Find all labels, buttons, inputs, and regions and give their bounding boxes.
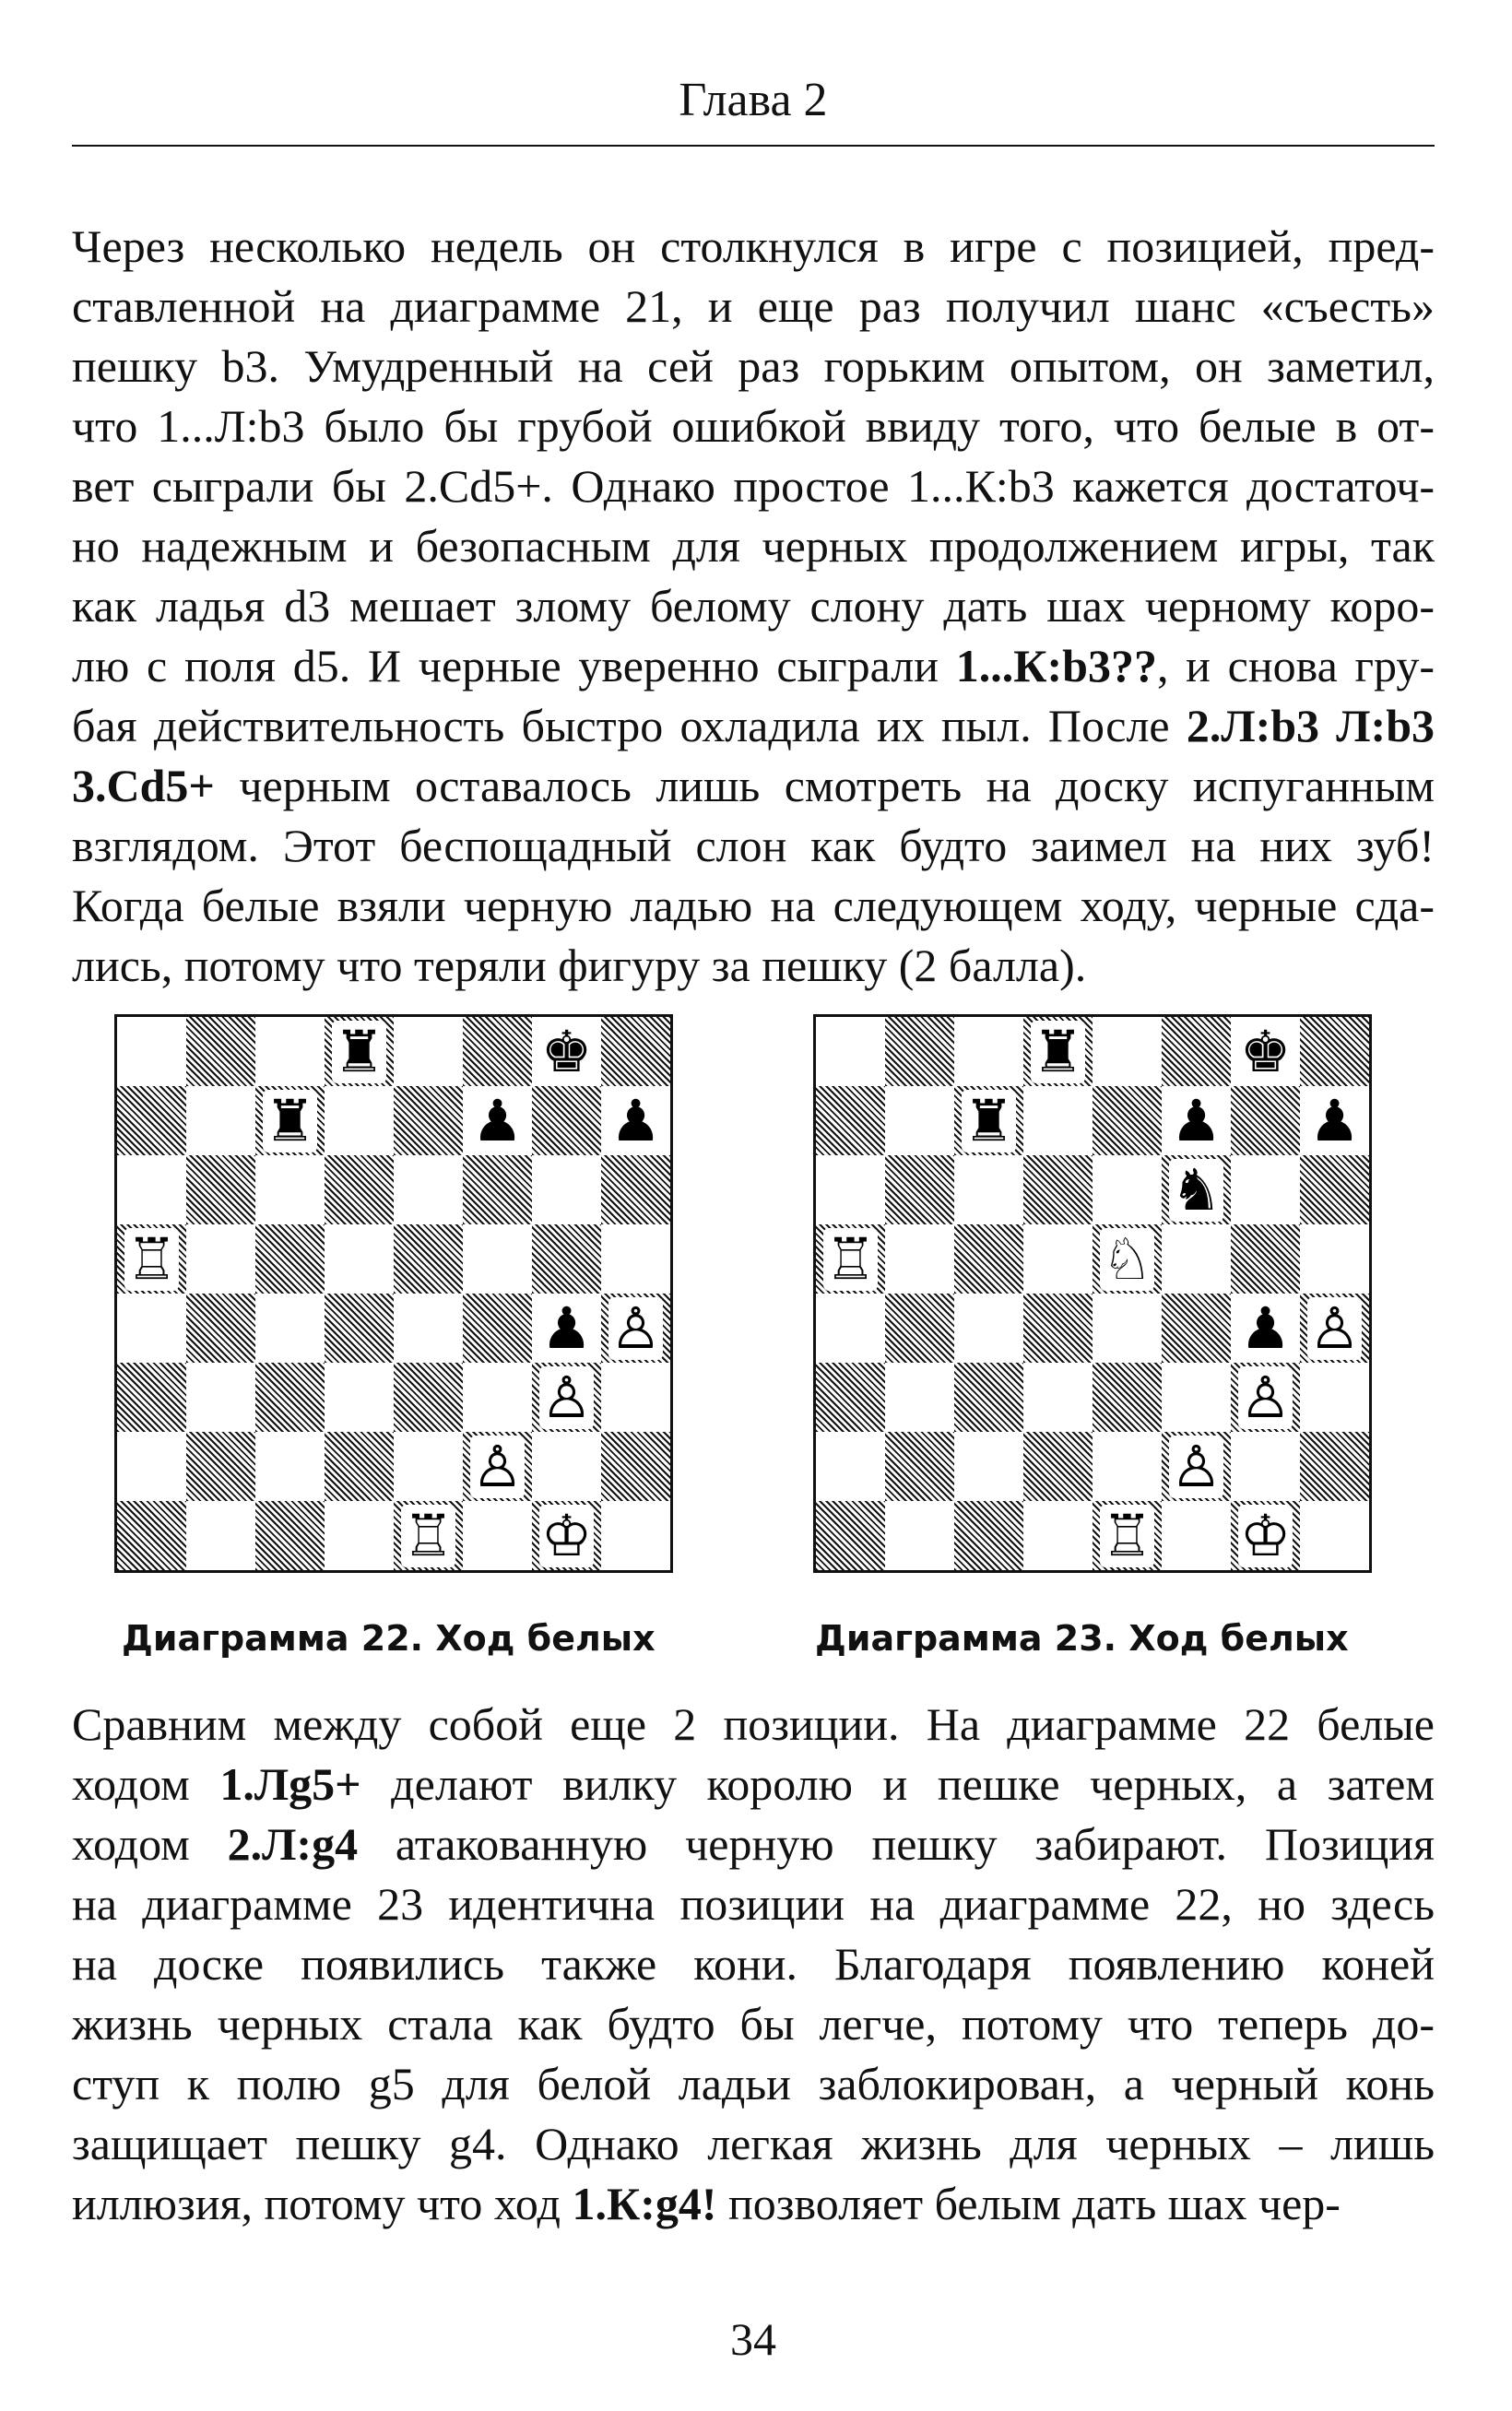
text-run: вет сыграли бы 2.Cd5+. Однако простое 1...К:b3 кажется достаточ-	[72, 460, 1435, 512]
square-a6	[117, 1155, 186, 1224]
black-pawn-g4-icon	[532, 1294, 601, 1363]
square-a7	[816, 1086, 885, 1155]
square-c1	[255, 1501, 325, 1570]
piece-glyph: ♖	[402, 1501, 455, 1569]
square-d3	[1023, 1363, 1093, 1432]
diagram-22-caption: Диаграмма 22. Ход белых	[122, 1618, 656, 1659]
white-pawn-g3-icon	[1231, 1363, 1300, 1432]
square-a1	[117, 1501, 186, 1570]
piece-glyph: ♖	[125, 1224, 178, 1293]
square-f3	[1162, 1363, 1231, 1432]
text-line	[72, 217, 1435, 277]
black-king-g8-icon	[1231, 1017, 1300, 1086]
text-line	[72, 2174, 1435, 2234]
square-g7	[532, 1086, 601, 1155]
text-line	[72, 1934, 1435, 1994]
text-run: на диаграмме 23 идентична позиции на диаграмме 22, но здесь	[72, 1878, 1435, 1930]
square-e2	[394, 1432, 463, 1501]
square-d5	[1023, 1224, 1093, 1294]
square-e3	[394, 1363, 463, 1432]
text-run: Когда белые взяли черную ладью на следующем ходу, черные сда-	[72, 880, 1435, 931]
piece-glyph: ♙	[1308, 1294, 1361, 1362]
square-b4	[186, 1294, 255, 1363]
square-b7	[885, 1086, 954, 1155]
text-line	[72, 1874, 1435, 1934]
text-run: но надежным и безопасным для черных продолжением игры, так	[72, 520, 1435, 572]
square-g5	[532, 1224, 601, 1294]
text-line	[72, 277, 1435, 337]
square-a4	[816, 1294, 885, 1363]
white-pawn-f2-icon	[463, 1432, 532, 1501]
move-notation: 1.Лg5+	[219, 1758, 361, 1810]
square-d7	[325, 1086, 394, 1155]
square-g2	[1231, 1432, 1300, 1501]
square-b2	[186, 1432, 255, 1501]
square-c3	[954, 1363, 1023, 1432]
text-run: жизнь черных стала как будто бы легче, потому что теперь до-	[72, 1998, 1435, 2050]
square-a4	[117, 1294, 186, 1363]
square-f3	[463, 1363, 532, 1432]
text-run: ходом	[72, 1758, 220, 1810]
piece-glyph: ♚	[540, 1017, 593, 1085]
text-run: позволяет белым дать шах чер-	[716, 2178, 1341, 2229]
square-e3	[1093, 1363, 1162, 1432]
square-h1	[601, 1501, 670, 1570]
square-d1	[1023, 1501, 1093, 1570]
square-b5	[885, 1224, 954, 1294]
square-b1	[186, 1501, 255, 1570]
piece-glyph: ♟	[1308, 1086, 1361, 1154]
square-a3	[117, 1363, 186, 1432]
text-run: Сравним между собой еще 2 позиции. На диаграмме 22 белые	[72, 1698, 1435, 1750]
white-knight-e5-icon	[1093, 1224, 1162, 1294]
square-b3	[186, 1363, 255, 1432]
black-rook-c7-icon	[255, 1086, 325, 1155]
paragraph-2	[72, 1695, 1435, 2234]
square-h2	[601, 1432, 670, 1501]
white-rook-e1-icon	[394, 1501, 463, 1570]
square-a8	[117, 1017, 186, 1086]
white-rook-a5-icon	[816, 1224, 885, 1294]
text-line	[72, 516, 1435, 576]
move-notation: 2.Л:b3 Л:b3	[1186, 700, 1435, 751]
square-h6	[601, 1155, 670, 1224]
text-line	[72, 456, 1435, 516]
text-run: лю с поля d5. И черные уверенно сыграли	[72, 640, 956, 691]
square-d1	[325, 1501, 394, 1570]
text-run: бая действительность быстро охладила их пыл. После	[72, 700, 1187, 751]
square-e8	[1093, 1017, 1162, 1086]
piece-glyph: ♖	[824, 1224, 877, 1293]
move-notation: 3.Cd5+	[72, 760, 215, 811]
piece-glyph: ♙	[471, 1432, 524, 1500]
black-king-g8-icon	[532, 1017, 601, 1086]
black-knight-f6-icon	[1162, 1155, 1231, 1224]
text-run: пешку b3. Умудренный на сей раз горьким опытом, он заметил,	[72, 340, 1435, 392]
chessboard-23	[813, 1014, 1372, 1573]
square-e6	[394, 1155, 463, 1224]
white-king-g1-icon	[532, 1501, 601, 1570]
diagram-23-caption: Диаграмма 23. Ход белых	[815, 1618, 1349, 1659]
square-f5	[463, 1224, 532, 1294]
text-run: лись, потому что теряли фигуру за пешку (2 балла).	[72, 940, 1087, 991]
text-line	[72, 2114, 1435, 2174]
square-h3	[601, 1363, 670, 1432]
square-f4	[1162, 1294, 1231, 1363]
square-a7	[117, 1086, 186, 1155]
square-e4	[1093, 1294, 1162, 1363]
square-b4	[885, 1294, 954, 1363]
square-b3	[885, 1363, 954, 1432]
text-run: , и снова гру-	[1156, 640, 1435, 691]
piece-glyph: ♙	[609, 1294, 662, 1362]
square-e7	[394, 1086, 463, 1155]
square-b8	[186, 1017, 255, 1086]
square-c5	[255, 1224, 325, 1294]
text-line	[72, 876, 1435, 936]
piece-glyph: ♘	[1101, 1224, 1153, 1293]
white-pawn-h4-icon	[1300, 1294, 1369, 1363]
text-line	[72, 696, 1435, 756]
piece-glyph: ♜	[1032, 1017, 1084, 1085]
square-f1	[1162, 1501, 1231, 1570]
black-pawn-h7-icon	[601, 1086, 670, 1155]
chessboard-22	[114, 1014, 673, 1573]
square-d6	[1023, 1155, 1093, 1224]
diagram-22	[114, 1014, 673, 1573]
square-c6	[255, 1155, 325, 1224]
text-line	[72, 396, 1435, 456]
square-g7	[1231, 1086, 1300, 1155]
square-d2	[1023, 1432, 1093, 1501]
black-pawn-f7-icon	[463, 1086, 532, 1155]
white-pawn-h4-icon	[601, 1294, 670, 1363]
black-rook-d8-icon	[325, 1017, 394, 1086]
text-line	[72, 636, 1435, 696]
square-h8	[1300, 1017, 1369, 1086]
piece-glyph: ♙	[540, 1363, 593, 1431]
text-run: черным оставалось лишь смотреть на доску испуганным	[214, 760, 1435, 811]
text-line	[72, 1994, 1435, 2054]
square-a2	[816, 1432, 885, 1501]
square-c5	[954, 1224, 1023, 1294]
white-pawn-f2-icon	[1162, 1432, 1231, 1501]
square-a1	[816, 1501, 885, 1570]
square-d4	[1023, 1294, 1093, 1363]
piece-glyph: ♔	[540, 1501, 593, 1569]
text-line	[72, 1695, 1435, 1755]
square-d2	[325, 1432, 394, 1501]
square-g6	[532, 1155, 601, 1224]
piece-glyph: ♜	[333, 1017, 385, 1085]
paragraph-1	[72, 217, 1435, 996]
piece-glyph: ♟	[609, 1086, 662, 1154]
piece-glyph: ♟	[471, 1086, 524, 1154]
piece-glyph: ♜	[264, 1086, 316, 1154]
black-rook-d8-icon	[1023, 1017, 1093, 1086]
square-h5	[601, 1224, 670, 1294]
text-line	[72, 936, 1435, 996]
move-notation: 2.Л:g4	[227, 1818, 359, 1870]
piece-glyph: ♙	[1170, 1432, 1223, 1500]
square-h6	[1300, 1155, 1369, 1224]
text-run: атакованную черную пешку забирают. Позиция	[358, 1818, 1435, 1870]
text-run: на доске появились также кони. Благодаря появлению коней	[72, 1938, 1435, 1990]
square-d4	[325, 1294, 394, 1363]
header-divider	[72, 145, 1435, 147]
text-run: взглядом. Этот беспощадный слон как будто заимел на них зуб!	[72, 820, 1435, 871]
square-d5	[325, 1224, 394, 1294]
square-b6	[885, 1155, 954, 1224]
square-c4	[255, 1294, 325, 1363]
square-f4	[463, 1294, 532, 1363]
text-run: что 1...Л:b3 было бы грубой ошибкой ввиду того, что белые в от-	[72, 400, 1435, 452]
white-pawn-g3-icon	[532, 1363, 601, 1432]
square-c2	[255, 1432, 325, 1501]
square-d3	[325, 1363, 394, 1432]
square-f1	[463, 1501, 532, 1570]
piece-glyph: ♟	[1239, 1294, 1292, 1362]
piece-glyph: ♟	[1170, 1086, 1223, 1154]
text-run: ступ к полю g5 для белой ладьи заблокирован, а черный конь	[72, 2058, 1435, 2110]
text-line	[72, 576, 1435, 636]
square-h2	[1300, 1432, 1369, 1501]
square-d6	[325, 1155, 394, 1224]
square-c6	[954, 1155, 1023, 1224]
text-run: ходом	[72, 1818, 228, 1870]
white-rook-e1-icon	[1093, 1501, 1162, 1570]
piece-glyph: ♜	[963, 1086, 1015, 1154]
black-rook-c7-icon	[954, 1086, 1023, 1155]
square-e8	[394, 1017, 463, 1086]
text-run: как ладья d3 мешает злому белому слону дать шах черному коро-	[72, 580, 1435, 632]
square-b6	[186, 1155, 255, 1224]
page-number: 34	[730, 2313, 776, 2365]
black-pawn-f7-icon	[1162, 1086, 1231, 1155]
square-c8	[954, 1017, 1023, 1086]
square-e7	[1093, 1086, 1162, 1155]
square-h1	[1300, 1501, 1369, 1570]
square-f5	[1162, 1224, 1231, 1294]
square-a8	[816, 1017, 885, 1086]
square-e5	[394, 1224, 463, 1294]
square-f8	[1162, 1017, 1231, 1086]
square-b2	[885, 1432, 954, 1501]
square-a3	[816, 1363, 885, 1432]
square-c8	[255, 1017, 325, 1086]
text-line	[72, 1814, 1435, 1874]
text-line	[72, 816, 1435, 876]
text-run: ставленной на диаграмме 21, и еще раз получил шанс «съесть»	[72, 280, 1435, 332]
square-g6	[1231, 1155, 1300, 1224]
piece-glyph: ♖	[1101, 1501, 1153, 1569]
piece-glyph: ♟	[540, 1294, 593, 1362]
piece-glyph: ♞	[1170, 1155, 1223, 1223]
square-f8	[463, 1017, 532, 1086]
piece-glyph: ♚	[1239, 1017, 1292, 1085]
square-c1	[954, 1501, 1023, 1570]
square-h8	[601, 1017, 670, 1086]
square-d7	[1023, 1086, 1093, 1155]
move-notation: 1.К:g4!	[572, 2178, 717, 2229]
diagram-23	[813, 1014, 1372, 1573]
piece-glyph: ♔	[1239, 1501, 1292, 1569]
piece-glyph: ♙	[1239, 1363, 1292, 1431]
black-pawn-g4-icon	[1231, 1294, 1300, 1363]
square-c4	[954, 1294, 1023, 1363]
chapter-header: Глава 2	[679, 74, 828, 126]
square-b8	[885, 1017, 954, 1086]
square-e2	[1093, 1432, 1162, 1501]
square-h3	[1300, 1363, 1369, 1432]
square-c2	[954, 1432, 1023, 1501]
text-run: Через несколько недель он столкнулся в игре с позицией, пред-	[72, 220, 1435, 272]
square-g2	[532, 1432, 601, 1501]
text-line	[72, 337, 1435, 396]
square-b1	[885, 1501, 954, 1570]
text-line	[72, 756, 1435, 816]
square-a2	[117, 1432, 186, 1501]
white-rook-a5-icon	[117, 1224, 186, 1294]
square-b7	[186, 1086, 255, 1155]
square-a6	[816, 1155, 885, 1224]
text-run: делают вилку королю и пешке черных, а затем	[360, 1758, 1435, 1810]
square-g5	[1231, 1224, 1300, 1294]
white-king-g1-icon	[1231, 1501, 1300, 1570]
text-line	[72, 2054, 1435, 2114]
text-run: защищает пешку g4. Однако легкая жизнь для черных – лишь	[72, 2118, 1435, 2169]
text-run: иллюзия, потому что ход	[72, 2178, 573, 2229]
square-e6	[1093, 1155, 1162, 1224]
square-b5	[186, 1224, 255, 1294]
text-line	[72, 1755, 1435, 1814]
square-e4	[394, 1294, 463, 1363]
square-f6	[463, 1155, 532, 1224]
black-pawn-h7-icon	[1300, 1086, 1369, 1155]
square-c3	[255, 1363, 325, 1432]
square-h5	[1300, 1224, 1369, 1294]
move-notation: 1...К:b3??	[955, 640, 1157, 691]
